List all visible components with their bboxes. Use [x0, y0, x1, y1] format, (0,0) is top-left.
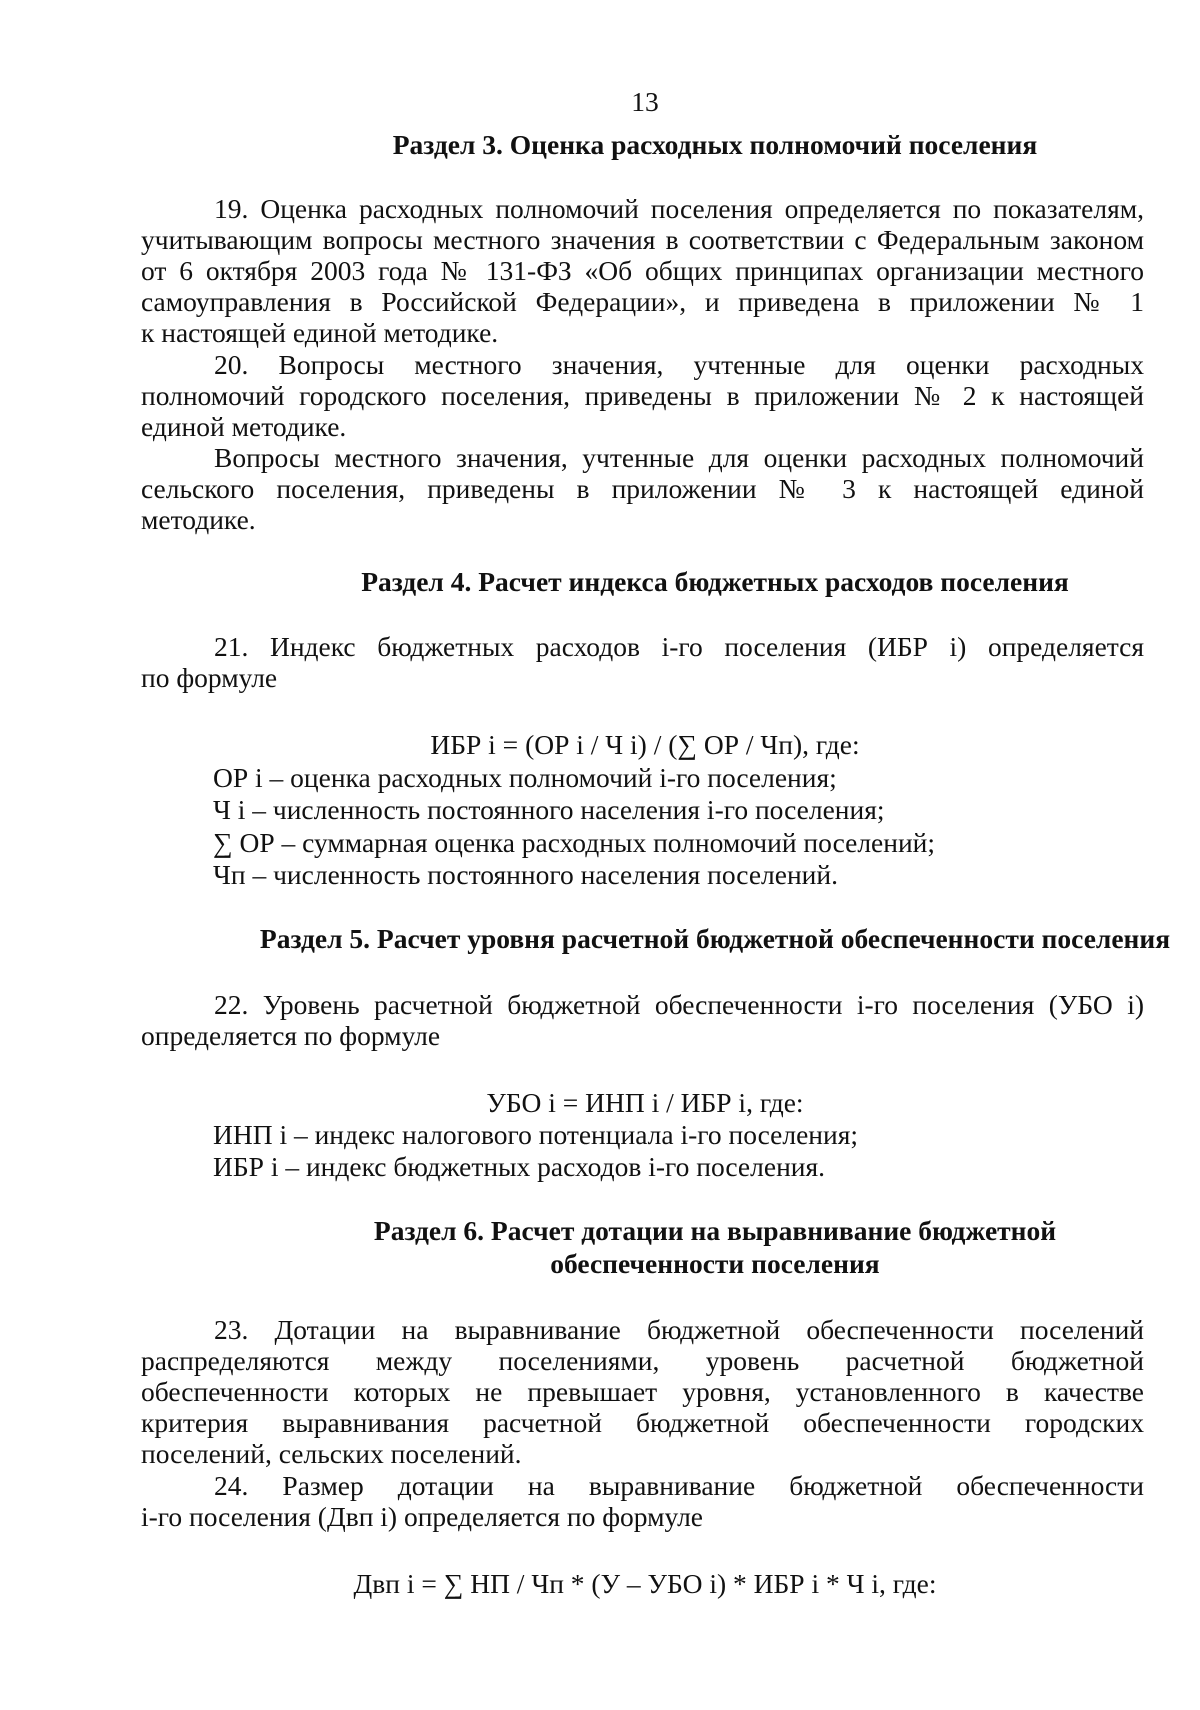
- paragraph-20: [141, 349, 1144, 442]
- paragraph-line: к настоящей единой методике.: [141, 317, 499, 348]
- paragraph-line: учитывающим вопросы местного значения в соответствии с Федеральным законом: [141, 224, 1144, 255]
- formula-dvp: Двп i = ∑ НП / Чп * (У – УБО i) * ИБР i * Ч i, где:: [353, 1568, 937, 1599]
- paragraph-line: 22. Уровень расчетной бюджетной обеспеченности i-го поселения (УБО i): [214, 989, 1144, 1020]
- page-number: 13: [631, 86, 659, 117]
- paragraph-line: распределяются между поселениями, уровень расчетной бюджетной: [141, 1345, 1144, 1376]
- paragraph-line: определяется по формуле: [141, 1020, 441, 1051]
- paragraph-line: Вопросы местного значения, учтенные для оценки расходных полномочий: [214, 442, 1144, 473]
- paragraph-23: [141, 1314, 1144, 1469]
- definition-chp: Чп – численность постоянного населения поселений.: [213, 859, 838, 890]
- definition-or-i: ОР i – оценка расходных полномочий i-го поселения;: [213, 762, 837, 793]
- definition-ibr-i: ИБР i – индекс бюджетных расходов i-го поселения.: [213, 1151, 826, 1182]
- section-5-heading: Раздел 5. Расчет уровня расчетной бюджетной обеспеченности поселения: [259, 923, 1171, 954]
- paragraph-line: 24. Размер дотации на выравнивание бюджетной обеспеченности: [214, 1470, 1144, 1501]
- formula-ibr: ИБР i = (ОР i / Ч i) / (∑ ОР / Чп), где:: [430, 729, 860, 760]
- definition-ch-i: Ч i – численность постоянного населения i-го поселения;: [213, 794, 885, 825]
- formula-ubo: УБО i = ИНП i / ИБР i, где:: [486, 1087, 804, 1118]
- paragraph-line: критерия выравнивания расчетной бюджетной обеспеченности городских: [141, 1407, 1144, 1438]
- paragraph-24: [141, 1470, 1144, 1532]
- paragraph-line: 20. Вопросы местного значения, учтенные для оценки расходных: [214, 349, 1144, 380]
- paragraph-line: по формуле: [141, 662, 278, 693]
- section-4-heading: Раздел 4. Расчет индекса бюджетных расходов поселения: [361, 566, 1069, 597]
- paragraph-22: [141, 989, 1144, 1051]
- paragraph-line: поселений, сельских поселений.: [141, 1438, 522, 1469]
- section-6-heading: Раздел 6. Расчет дотации на выравнивание бюджетной: [373, 1215, 1057, 1246]
- paragraph-21: [141, 631, 1144, 693]
- paragraph-line: i-го поселения (Двп i) определяется по формуле: [141, 1501, 704, 1532]
- paragraph-line: от 6 октября 2003 года № 131-ФЗ «Об общих принципах организации местного: [141, 255, 1144, 286]
- paragraph-line: 19. Оценка расходных полномочий поселения определяется по показателям,: [214, 193, 1144, 224]
- paragraph-line: сельского поселения, приведены в приложении № 3 к настоящей единой: [141, 473, 1144, 504]
- paragraph-19: [141, 193, 1144, 348]
- section-6-heading-line-2: обеспеченности поселения: [550, 1248, 880, 1279]
- paragraph-line: самоуправления в Российской Федерации», и приведена в приложении № 1: [141, 286, 1144, 317]
- paragraph-line: 21. Индекс бюджетных расходов i-го поселения (ИБР i) определяется: [214, 631, 1144, 662]
- definition-inp-i: ИНП i – индекс налогового потенциала i-го поселения;: [213, 1119, 859, 1150]
- definition-sum-or: ∑ ОР – суммарная оценка расходных полномочий поселений;: [213, 827, 936, 858]
- paragraph-line: 23. Дотации на выравнивание бюджетной обеспеченности поселений: [214, 1314, 1144, 1345]
- paragraph-line: полномочий городского поселения, приведены в приложении № 2 к настоящей: [141, 380, 1144, 411]
- paragraph-20-continued: [141, 442, 1144, 535]
- paragraph-line: единой методике.: [141, 411, 347, 442]
- paragraph-line: методике.: [141, 504, 256, 535]
- section-3-heading: Раздел 3. Оценка расходных полномочий поселения: [392, 129, 1038, 160]
- paragraph-line: обеспеченности которых не превышает уровня, установленного в качестве: [141, 1376, 1144, 1407]
